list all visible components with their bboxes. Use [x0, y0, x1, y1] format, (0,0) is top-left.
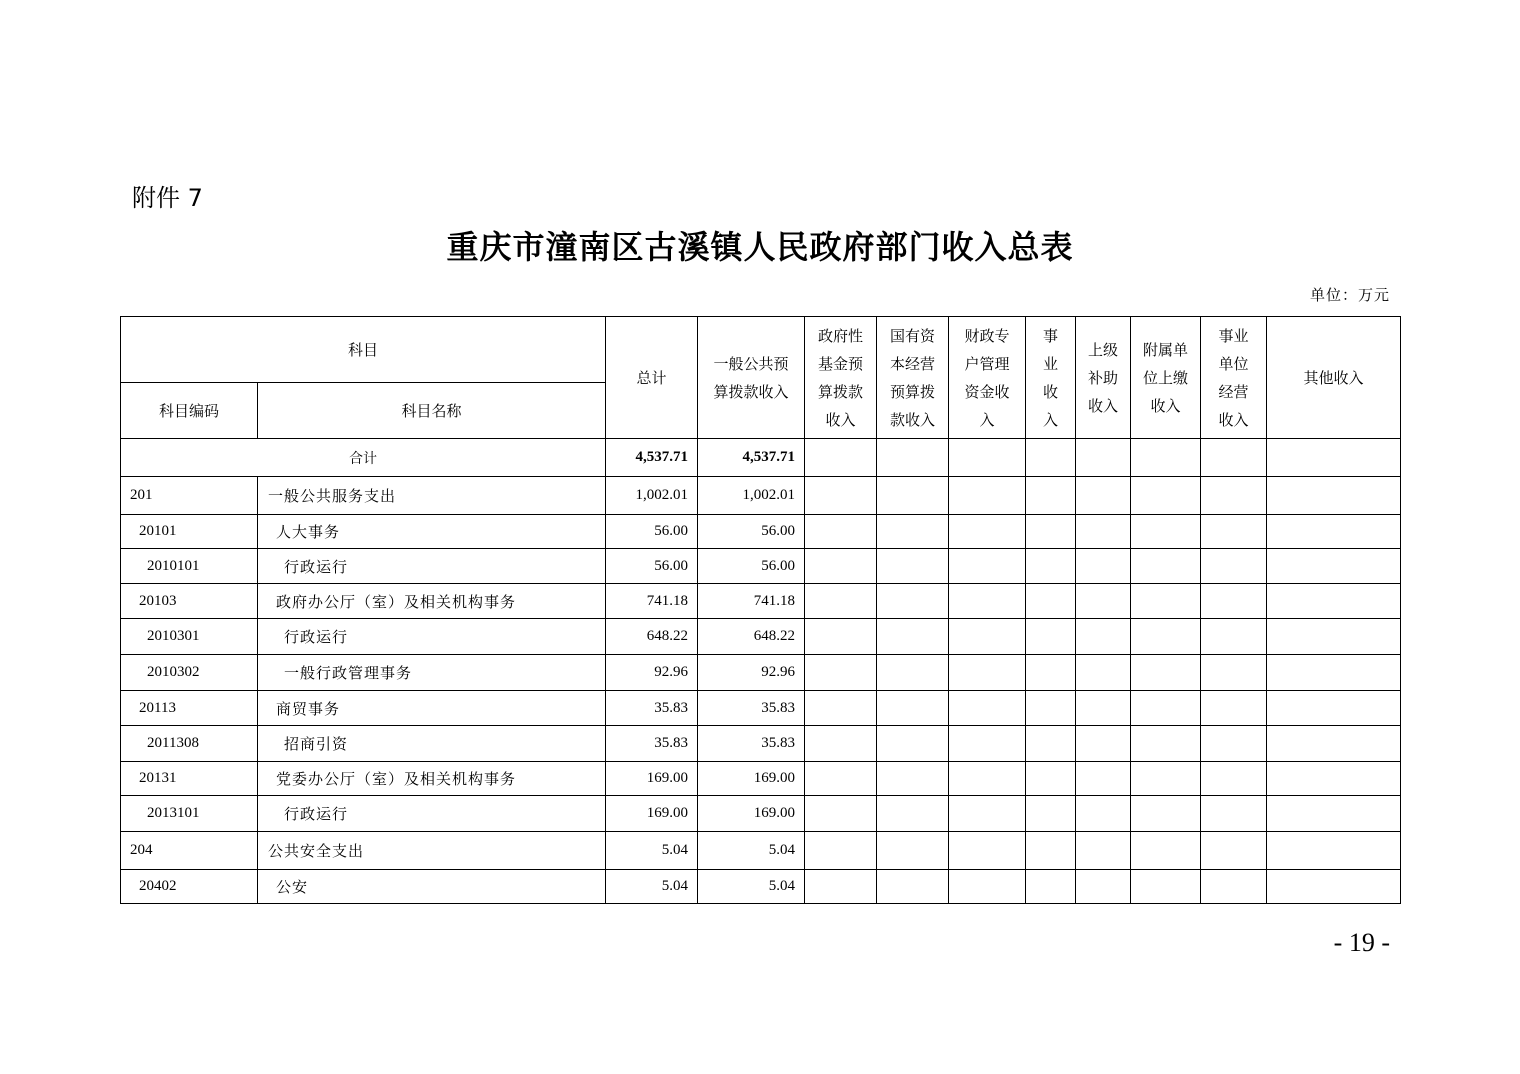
empty-cell	[1026, 691, 1076, 726]
empty-cell	[1026, 796, 1076, 832]
empty-cell	[1267, 655, 1401, 691]
header-total: 总计	[606, 317, 698, 439]
empty-cell	[949, 691, 1026, 726]
row-code: 201	[121, 477, 258, 515]
empty-cell	[1201, 832, 1267, 870]
table-row	[121, 796, 1401, 832]
row-total: 169.00	[606, 762, 698, 796]
row-name: 行政运行	[258, 549, 606, 584]
empty-cell	[1201, 762, 1267, 796]
table-row	[121, 870, 1401, 904]
row-general: 56.00	[698, 515, 805, 549]
empty-cell	[1076, 619, 1131, 655]
header-subject-name: 科目名称	[258, 383, 606, 439]
empty-cell	[949, 477, 1026, 515]
empty-cell	[1131, 439, 1201, 477]
empty-cell	[949, 762, 1026, 796]
empty-cell	[1026, 870, 1076, 904]
empty-cell	[1267, 584, 1401, 619]
unit-label: 单位：万元	[1309, 286, 1390, 304]
empty-cell	[805, 832, 877, 870]
row-total: 35.83	[606, 726, 698, 762]
row-total: 648.22	[606, 619, 698, 655]
row-name: 一般行政管理事务	[258, 655, 606, 691]
empty-cell	[1076, 477, 1131, 515]
table-row	[121, 549, 1401, 584]
empty-cell	[805, 619, 877, 655]
empty-cell	[949, 584, 1026, 619]
empty-cell	[1026, 549, 1076, 584]
header-affiliated: 附属单位上缴收入	[1131, 317, 1201, 439]
empty-cell	[1026, 477, 1076, 515]
empty-cell	[1131, 584, 1201, 619]
row-total: 5.04	[606, 832, 698, 870]
row-code: 2010302	[121, 655, 258, 691]
row-total: 741.18	[606, 584, 698, 619]
empty-cell	[1076, 726, 1131, 762]
row-general: 5.04	[698, 832, 805, 870]
row-name: 商贸事务	[258, 691, 606, 726]
page-number: - 19 -	[1333, 928, 1390, 957]
row-code: 20103	[121, 584, 258, 619]
row-name: 党委办公厅（室）及相关机构事务	[258, 762, 606, 796]
row-name: 人大事务	[258, 515, 606, 549]
empty-cell	[805, 870, 877, 904]
empty-cell	[1131, 655, 1201, 691]
empty-cell	[805, 439, 877, 477]
row-name: 行政运行	[258, 619, 606, 655]
row-code: 2010101	[121, 549, 258, 584]
empty-cell	[877, 439, 949, 477]
header-business-income: 事业收入	[1026, 317, 1076, 439]
empty-cell	[1076, 796, 1131, 832]
row-name: 公共安全支出	[258, 832, 606, 870]
row-general: 741.18	[698, 584, 805, 619]
row-code: 204	[121, 832, 258, 870]
empty-cell	[805, 796, 877, 832]
table-row	[121, 691, 1401, 726]
empty-cell	[877, 477, 949, 515]
empty-cell	[1267, 832, 1401, 870]
empty-cell	[1267, 549, 1401, 584]
empty-cell	[1267, 439, 1401, 477]
row-general: 1,002.01	[698, 477, 805, 515]
empty-cell	[1076, 549, 1131, 584]
row-name: 一般公共服务支出	[258, 477, 606, 515]
empty-cell	[1201, 515, 1267, 549]
empty-cell	[805, 726, 877, 762]
empty-cell	[949, 726, 1026, 762]
empty-cell	[1267, 796, 1401, 832]
total-label: 合计	[121, 439, 606, 477]
empty-cell	[877, 584, 949, 619]
row-general: 92.96	[698, 655, 805, 691]
row-general: 35.83	[698, 691, 805, 726]
empty-cell	[877, 691, 949, 726]
empty-cell	[805, 655, 877, 691]
empty-cell	[1267, 619, 1401, 655]
row-code: 20402	[121, 870, 258, 904]
empty-cell	[949, 655, 1026, 691]
empty-cell	[949, 515, 1026, 549]
table-row	[121, 515, 1401, 549]
row-general: 35.83	[698, 726, 805, 762]
row-code: 2010301	[121, 619, 258, 655]
empty-cell	[1267, 515, 1401, 549]
header-other: 其他收入	[1267, 317, 1401, 439]
empty-cell	[1076, 655, 1131, 691]
empty-cell	[1076, 870, 1131, 904]
empty-cell	[805, 584, 877, 619]
empty-cell	[1267, 870, 1401, 904]
empty-cell	[805, 515, 877, 549]
header-subject-code: 科目编码	[121, 383, 258, 439]
empty-cell	[877, 619, 949, 655]
empty-cell	[1131, 549, 1201, 584]
row-total: 56.00	[606, 549, 698, 584]
empty-cell	[1201, 655, 1267, 691]
header-operating: 事业单位经营收入	[1201, 317, 1267, 439]
page-title: 重庆市潼南区古溪镇人民政府部门收入总表	[446, 228, 1074, 266]
empty-cell	[1201, 619, 1267, 655]
row-total: 5.04	[606, 870, 698, 904]
empty-cell	[1131, 832, 1201, 870]
empty-cell	[1131, 726, 1201, 762]
row-name: 公安	[258, 870, 606, 904]
empty-cell	[1131, 796, 1201, 832]
empty-cell	[1026, 619, 1076, 655]
table-row	[121, 832, 1401, 870]
row-code: 2011308	[121, 726, 258, 762]
row-total: 56.00	[606, 515, 698, 549]
empty-cell	[1267, 477, 1401, 515]
row-general: 648.22	[698, 619, 805, 655]
row-code: 20131	[121, 762, 258, 796]
total-amount: 4,537.71	[606, 439, 698, 477]
table-row	[121, 584, 1401, 619]
total-general: 4,537.71	[698, 439, 805, 477]
table-header	[121, 317, 1401, 439]
empty-cell	[1026, 655, 1076, 691]
empty-cell	[1131, 762, 1201, 796]
header-general-budget: 一般公共预算拨款收入	[698, 317, 805, 439]
empty-cell	[1201, 726, 1267, 762]
empty-cell	[1131, 515, 1201, 549]
row-name: 行政运行	[258, 796, 606, 832]
row-total: 169.00	[606, 796, 698, 832]
row-code: 2013101	[121, 796, 258, 832]
row-name: 招商引资	[258, 726, 606, 762]
total-row	[121, 439, 1401, 477]
empty-cell	[805, 691, 877, 726]
empty-cell	[1267, 691, 1401, 726]
table-body	[121, 439, 1401, 904]
empty-cell	[1131, 870, 1201, 904]
empty-cell	[1076, 439, 1131, 477]
header-subject: 科目	[121, 317, 606, 383]
empty-cell	[1026, 584, 1076, 619]
row-general: 169.00	[698, 796, 805, 832]
empty-cell	[877, 655, 949, 691]
empty-cell	[877, 726, 949, 762]
empty-cell	[1026, 762, 1076, 796]
empty-cell	[1026, 726, 1076, 762]
empty-cell	[1076, 691, 1131, 726]
header-superior-subsidy: 上级补助收入	[1076, 317, 1131, 439]
attachment-label: 附件 7	[132, 184, 203, 212]
header-fiscal-special: 财政专户管理资金收入	[949, 317, 1026, 439]
empty-cell	[805, 477, 877, 515]
empty-cell	[1201, 691, 1267, 726]
empty-cell	[949, 870, 1026, 904]
table-row	[121, 762, 1401, 796]
empty-cell	[1131, 619, 1201, 655]
empty-cell	[1267, 762, 1401, 796]
row-total: 1,002.01	[606, 477, 698, 515]
table-row	[121, 655, 1401, 691]
row-general: 5.04	[698, 870, 805, 904]
empty-cell	[1267, 726, 1401, 762]
empty-cell	[1201, 796, 1267, 832]
empty-cell	[1131, 477, 1201, 515]
table-row	[121, 477, 1401, 515]
empty-cell	[1076, 515, 1131, 549]
empty-cell	[949, 439, 1026, 477]
row-name: 政府办公厅（室）及相关机构事务	[258, 584, 606, 619]
empty-cell	[949, 832, 1026, 870]
header-state-capital: 国有资本经营预算拨款收入	[877, 317, 949, 439]
row-total: 35.83	[606, 691, 698, 726]
empty-cell	[877, 549, 949, 584]
empty-cell	[1076, 762, 1131, 796]
empty-cell	[877, 870, 949, 904]
row-general: 169.00	[698, 762, 805, 796]
empty-cell	[1026, 439, 1076, 477]
empty-cell	[1201, 549, 1267, 584]
empty-cell	[805, 549, 877, 584]
empty-cell	[949, 796, 1026, 832]
table-row	[121, 726, 1401, 762]
empty-cell	[1131, 691, 1201, 726]
empty-cell	[877, 762, 949, 796]
empty-cell	[877, 832, 949, 870]
empty-cell	[1026, 515, 1076, 549]
row-general: 56.00	[698, 549, 805, 584]
empty-cell	[949, 549, 1026, 584]
empty-cell	[877, 515, 949, 549]
row-total: 92.96	[606, 655, 698, 691]
empty-cell	[1076, 832, 1131, 870]
row-code: 20101	[121, 515, 258, 549]
empty-cell	[1076, 584, 1131, 619]
row-code: 20113	[121, 691, 258, 726]
empty-cell	[1201, 477, 1267, 515]
empty-cell	[877, 796, 949, 832]
empty-cell	[805, 762, 877, 796]
header-gov-fund: 政府性基金预算拨款收入	[805, 317, 877, 439]
empty-cell	[1201, 584, 1267, 619]
empty-cell	[1026, 832, 1076, 870]
income-summary-table	[120, 316, 1401, 904]
empty-cell	[1201, 439, 1267, 477]
table-row	[121, 619, 1401, 655]
empty-cell	[1201, 870, 1267, 904]
empty-cell	[949, 619, 1026, 655]
